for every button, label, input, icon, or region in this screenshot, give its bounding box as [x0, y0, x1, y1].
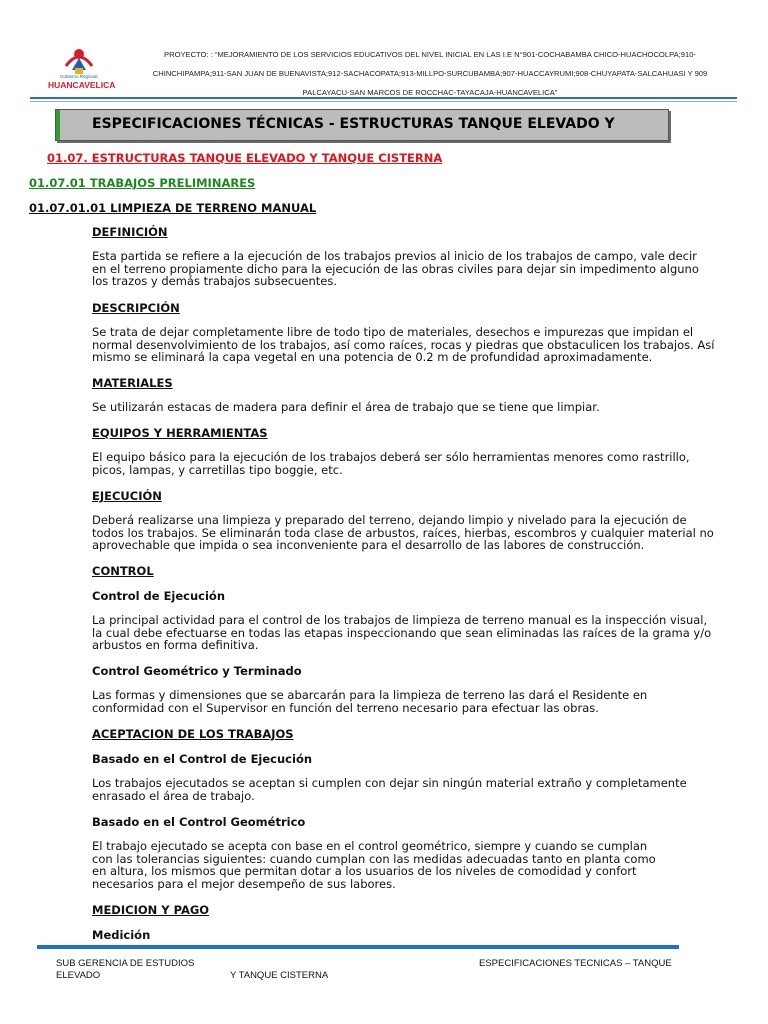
- text-line: El equipo básico para la ejecución de los trabajos deberá ser sólo herramientas menores como rastrillo,: [92, 450, 690, 464]
- materiales-heading: MATERIALES: [92, 376, 173, 390]
- equipos-paragraph: [92, 451, 720, 476]
- basado-geometrico-paragraph: [92, 840, 677, 890]
- descripcion-paragraph: [92, 326, 720, 364]
- text-line: la cual debe efectuarse en todas las etapas inspeccionando que sean eliminadas las raíces de la grama y/o: [92, 625, 712, 640]
- document-title-box: [55, 109, 669, 141]
- text-line: necesarios para el mejor desempeño de sus labores.: [92, 876, 396, 891]
- header-divider-thin: [30, 101, 737, 102]
- text-line: enrasado el área de trabajo.: [92, 788, 255, 803]
- text-line: picos, lampas, y carretillas tipo boggie, etc.: [92, 462, 343, 477]
- text-line: normal desenvolvimiento de los trabajos, así como raíces, rocas y piedras que obstaculicen los trabajos. Así: [92, 337, 715, 352]
- basado-geometrico-subheading: Basado en el Control Geométrico: [92, 815, 306, 829]
- text-line: Las formas y dimensiones que se abarcarán para la limpieza de terreno las dará el Residente en: [92, 688, 648, 702]
- text-line: Deberá realizarse una limpieza y preparado del terreno, dejando limpio y nivelado para la ejecución de: [92, 513, 687, 527]
- text-line: mismo se eliminará la capa vegetal en una potencia de 0.2 m de profundidad aproximadamente.: [92, 350, 653, 364]
- text-line: en altura, los mismos que permitan dotar a los usuarios de los niveles de comodidad y confort: [92, 864, 637, 878]
- heading-trabajos-preliminares: 01.07.01 TRABAJOS PRELIMINARES: [29, 176, 256, 190]
- document-title: ESPECIFICACIONES TÉCNICAS - ESTRUCTURAS TANQUE ELEVADO Y: [92, 116, 615, 132]
- project-line-3: PALCAYACU-SAN MARCOS DE ROCCHAC-TAYACAJA-HUANCAVELICA”: [302, 88, 558, 97]
- heading-limpieza-terreno: 01.07.01.01 LIMPIEZA DE TERRENO MANUAL: [29, 201, 317, 215]
- text-line: todos los trabajos. Se eliminarán toda clase de arbustos, raíces, hierbas, escombros y cualquier material no: [92, 525, 714, 540]
- control-heading: CONTROL: [92, 564, 154, 578]
- text-line: aprovechable que impida o sea inconveniente para el desarrollo de las labores de construcción.: [92, 538, 645, 552]
- footer-left-line-2: ELEVADO: [56, 970, 101, 981]
- text-line: Se trata de dejar completamente libre de todo tipo de materiales, desechos e impurezas que impidan el: [92, 325, 694, 339]
- project-line-2: CHINCHIPAMPA;911-SAN JUAN DE BUENAVISTA;912-SACHACOPATA;913-MILLPO-SURCUBAMBA;907-HUACCAYRUMI;908-CHUYAPATA-SALCAHUASI Y 909: [152, 69, 708, 78]
- heading-section-01-07: 01.07. ESTRUCTURAS TANQUE ELEVADO Y TANQUE CISTERNA: [47, 151, 443, 165]
- descripcion-heading: DESCRIPCIÓN: [92, 301, 180, 315]
- footer-center-line-2: Y TANQUE CISTERNA: [230, 970, 329, 981]
- text-line: Esta partida se refiere a la ejecución de los trabajos previos al inicio de los trabajos de campo, vale decir: [92, 249, 697, 263]
- definicion-paragraph: [92, 250, 720, 288]
- equipos-heading: EQUIPOS Y HERRAMIENTAS: [92, 426, 268, 440]
- text-line: El trabajo ejecutado se acepta con base en el control geométrico, siempre y cuando se cumplan: [92, 839, 648, 853]
- text-line: los trazos y demás trabajos subsecuentes.: [92, 274, 337, 288]
- medicion-pago-heading: MEDICION Y PAGO: [92, 903, 210, 917]
- control-ejecucion-paragraph: [92, 614, 720, 652]
- text-line: Se utilizarán estacas de madera para definir el área de trabajo que se tiene que limpiar.: [92, 400, 600, 414]
- ejecucion-heading: EJECUCIÓN: [92, 489, 162, 503]
- ejecucion-paragraph: [92, 514, 720, 552]
- footer-right-line-1: ESPECIFICACIONES TECNICAS – TANQUE: [479, 958, 672, 969]
- project-line-1: PROYECTO: : “MEJORAMIENTO DE LOS SERVICIOS EDUCATIVOS DEL NIVEL INICIAL EN LAS I.E N°901-COCHABAMBA CHICO-HUACHOCOLPA;910-: [164, 50, 696, 59]
- aceptacion-heading: ACEPTACION DE LOS TRABAJOS: [92, 727, 294, 741]
- text-line: con las tolerancias siguientes: cuando cumplan con las medidas adecuadas tanto en planta como: [92, 851, 656, 866]
- logo-subtext: Gobierno Regional: [60, 74, 98, 79]
- control-ejecucion-subheading: Control de Ejecución: [92, 589, 226, 603]
- materiales-paragraph: [92, 401, 720, 414]
- header-divider: [30, 97, 737, 99]
- control-geometrico-subheading: Control Geométrico y Terminado: [92, 664, 302, 678]
- definicion-heading: DEFINICIÓN: [92, 225, 168, 239]
- title-accent-bar: [56, 110, 60, 140]
- logo-text: HUANCAVELICA: [48, 80, 116, 90]
- control-geometrico-paragraph: [92, 689, 720, 714]
- footer-left-line-1: SUB GERENCIA DE ESTUDIOS: [56, 958, 195, 969]
- basado-ejecucion-subheading: Basado en el Control de Ejecución: [92, 752, 313, 766]
- project-header: [135, 45, 725, 102]
- text-line: arbustos en forma definitiva.: [92, 638, 259, 652]
- text-line: La principal actividad para el control de los trabajos de limpieza de terreno manual es la inspección visual,: [92, 613, 708, 627]
- regional-government-logo: [44, 44, 114, 94]
- basado-ejecucion-paragraph: [92, 777, 720, 802]
- text-line: en el terreno propiamente dicho para la ejecución de las obras civiles para dejar sin impedimento alguno: [92, 261, 699, 276]
- footer-divider: [37, 945, 679, 949]
- text-line: Los trabajos ejecutados se aceptan si cumplen con dejar sin ningún material extraño y completamente: [92, 776, 687, 790]
- text-line: conformidad con el Supervisor en función del terreno necesario para efectuar las obras.: [92, 700, 599, 715]
- medicion-subheading: Medición: [92, 928, 151, 942]
